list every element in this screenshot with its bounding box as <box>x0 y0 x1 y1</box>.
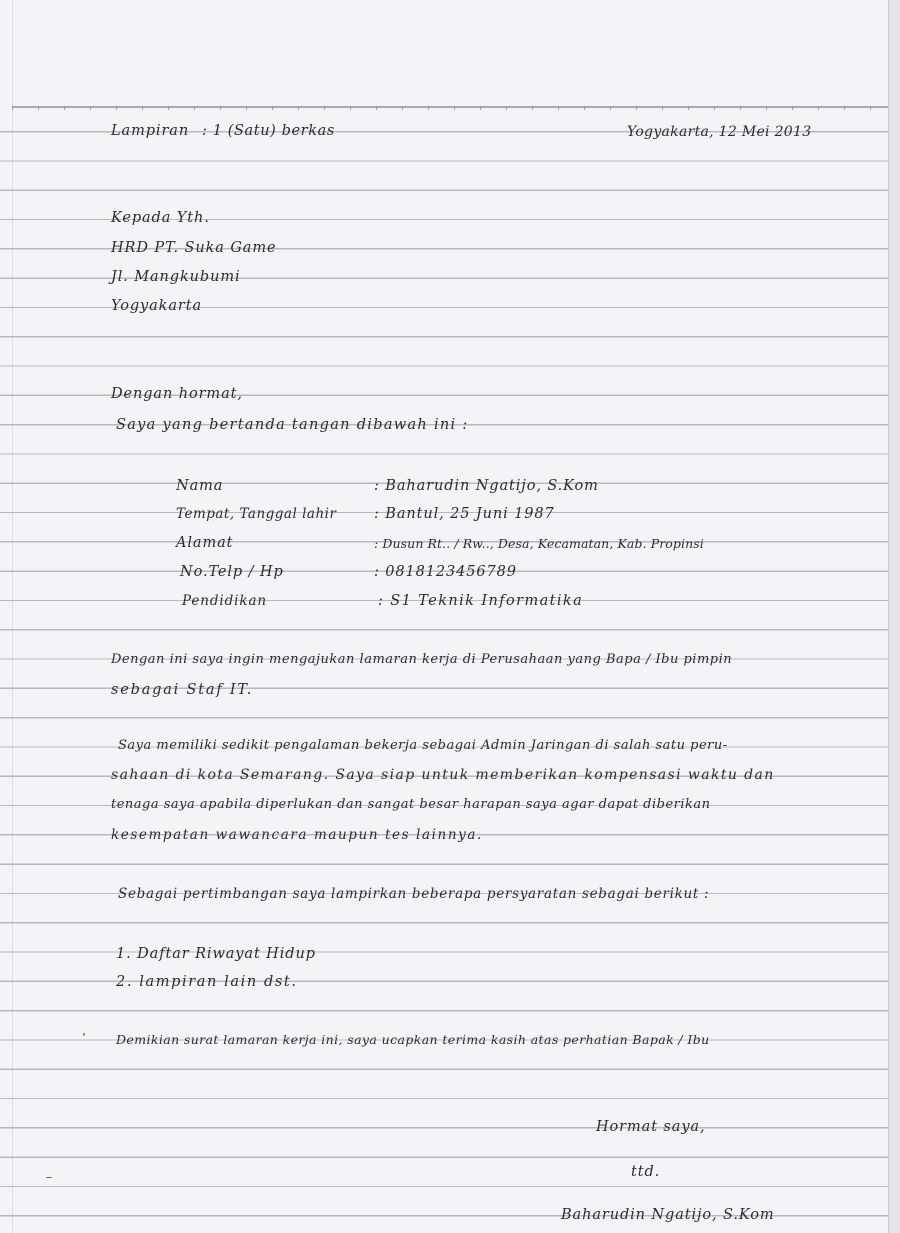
recipient-line-3: Jl. Mangkubumi <box>111 269 241 285</box>
paragraph2-line4: kesempatan wawancara maupun tes lainnya. <box>111 827 483 843</box>
signature: ttd. <box>631 1164 661 1180</box>
regards: Hormat saya, <box>596 1119 706 1135</box>
biodata-value-nama: : Baharudin Ngatijo, S.Kom <box>374 478 599 494</box>
lampiran-value: : 1 (Satu) berkas <box>202 123 335 139</box>
biodata-label-pendidikan: Pendidikan <box>182 593 268 609</box>
biodata-value-ttl: : Bantul, 25 Juni 1987 <box>374 506 555 522</box>
margin-dash: – <box>46 1170 52 1184</box>
recipient-line-1: Kepada Yth. <box>111 210 210 226</box>
attachment-item-2: 2. lampiran lain dst. <box>116 974 298 990</box>
signer-name: Baharudin Ngatijo, S.Kom <box>561 1207 775 1223</box>
margin-mark: ’ <box>82 1031 86 1045</box>
perforation-marks <box>12 106 888 110</box>
biodata-value-telp: : 0818123456789 <box>374 564 517 580</box>
biodata-label-nama: Nama <box>176 478 224 494</box>
biodata-label-telp: No.Telp / Hp <box>180 564 284 580</box>
salutation: Dengan hormat, <box>111 386 243 402</box>
biodata-value-alamat: : Dusun Rt.. / Rw.., Desa, Kecamatan, Kab. Propinsi <box>374 536 704 551</box>
biodata-label-alamat: Alamat <box>176 535 234 551</box>
attachment-item-1: 1. Daftar Riwayat Hidup <box>116 946 316 962</box>
lampiran-label: Lampiran <box>111 123 190 139</box>
page-edge <box>888 0 900 1233</box>
recipient-line-4: Yogyakarta <box>111 298 202 314</box>
paragraph2-line1: Saya memiliki sedikit pengalaman bekerja sebagai Admin Jaringan di salah satu peru- <box>118 738 728 753</box>
attachments-intro: Sebagai pertimbangan saya lampirkan beberapa persyaratan sebagai berikut : <box>118 886 710 902</box>
paragraph2-line2: sahaan di kota Semarang. Saya siap untuk memberikan kompensasi waktu dan <box>111 767 775 783</box>
closing-text: Demikian surat lamaran kerja ini, saya ucapkan terima kasih atas perhatian Bapak / Ibu <box>116 1032 710 1047</box>
biodata-label-ttl: Tempat, Tanggal lahir <box>176 506 337 522</box>
recipient-line-2: HRD PT. Suka Game <box>111 240 277 256</box>
intro-line: Saya yang bertanda tangan dibawah ini : <box>116 417 469 433</box>
biodata-value-pendidikan: : S1 Teknik Informatika <box>378 593 584 609</box>
place-date: Yogyakarta, 12 Mei 2013 <box>627 124 812 140</box>
paragraph1-line2: sebagai Staf IT. <box>111 682 254 698</box>
paragraph1-line1: Dengan ini saya ingin mengajukan lamaran kerja di Perusahaan yang Bapa / Ibu pimpin <box>111 652 733 667</box>
paragraph2-line3: tenaga saya apabila diperlukan dan sangat besar harapan saya agar dapat diberikan <box>111 797 711 812</box>
